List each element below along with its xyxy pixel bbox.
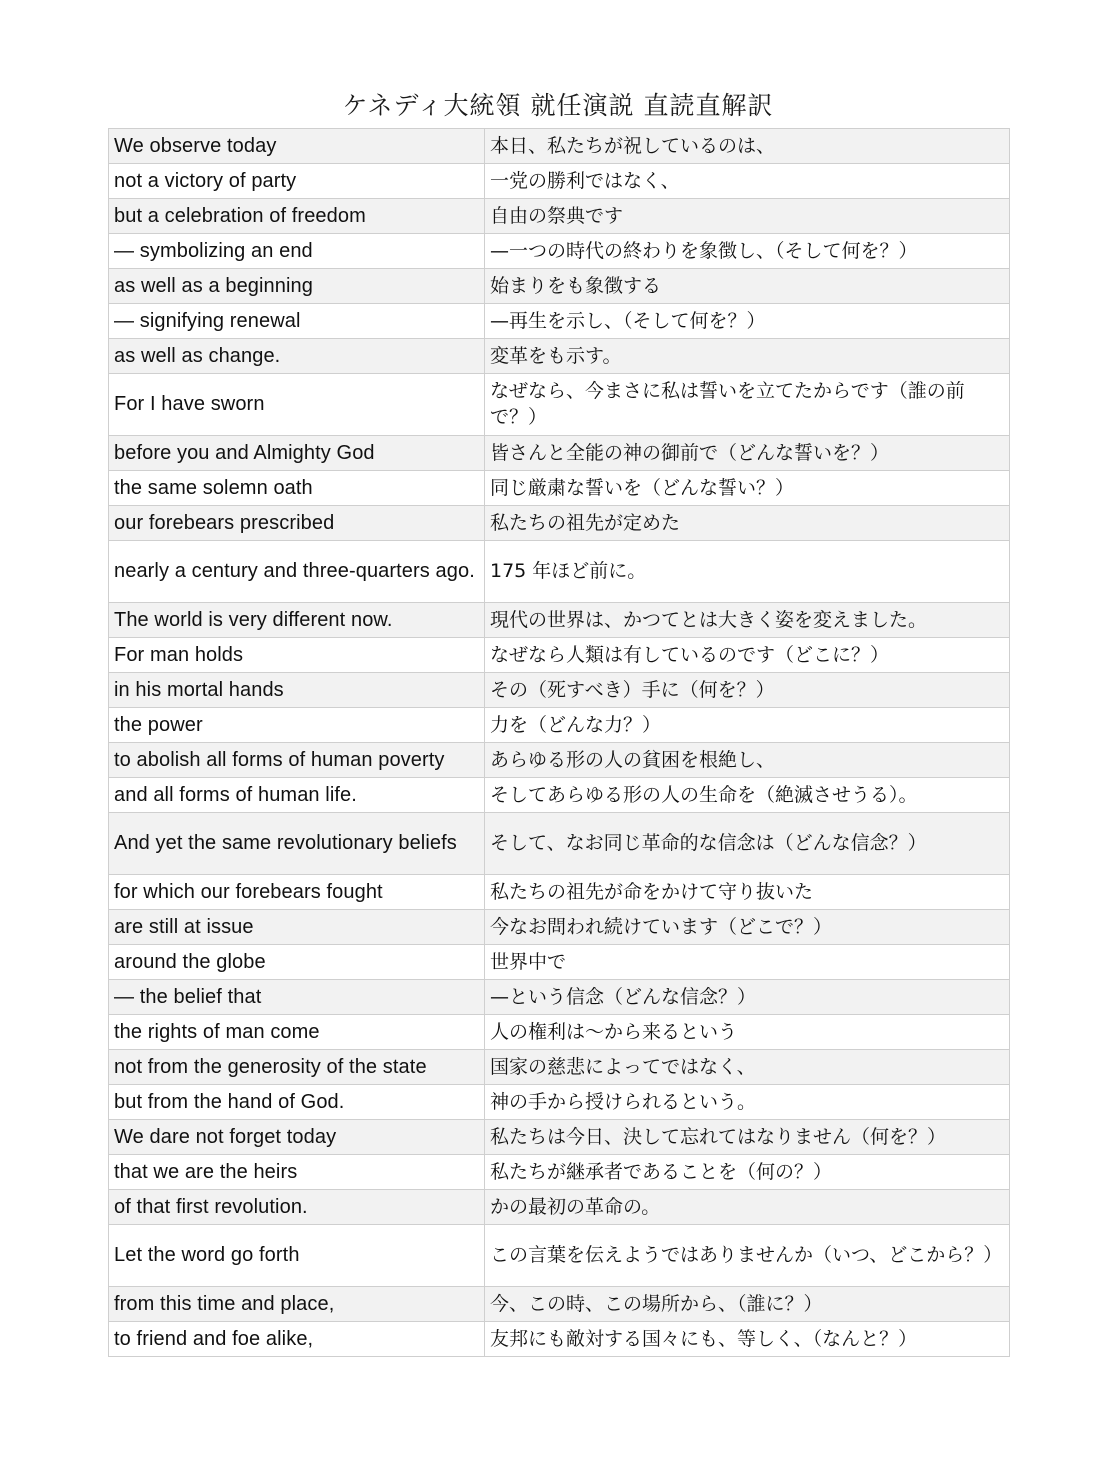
- japanese-cell: 175 年ほど前に。: [485, 541, 1010, 603]
- table-row: [109, 603, 1010, 638]
- table-row: [109, 269, 1010, 304]
- table-row: [109, 234, 1010, 269]
- japanese-cell: その（死すべき）手に（何を？）: [485, 673, 1010, 708]
- japanese-cell: 一党の勝利ではなく、: [485, 164, 1010, 199]
- english-cell: We observe today: [109, 129, 485, 164]
- japanese-cell: 友邦にも敵対する国々にも、等しく、（なんと？）: [485, 1322, 1010, 1357]
- english-cell: as well as change.: [109, 339, 485, 374]
- japanese-cell: 世界中で: [485, 945, 1010, 980]
- table-row: [109, 436, 1010, 471]
- table-row: [109, 1155, 1010, 1190]
- table-row: [109, 304, 1010, 339]
- table-row: [109, 743, 1010, 778]
- table-row: [109, 1015, 1010, 1050]
- english-cell: For I have sworn: [109, 374, 485, 436]
- english-cell: And yet the same revolutionary beliefs: [109, 813, 485, 875]
- table-row: [109, 910, 1010, 945]
- table-row: [109, 980, 1010, 1015]
- english-cell: around the globe: [109, 945, 485, 980]
- table-row: [109, 708, 1010, 743]
- english-cell: — the belief that: [109, 980, 485, 1015]
- table-row: [109, 673, 1010, 708]
- japanese-cell: かの最初の革命の。: [485, 1190, 1010, 1225]
- japanese-cell: 私たちの祖先が命をかけて守り抜いた: [485, 875, 1010, 910]
- table-row: [109, 945, 1010, 980]
- japanese-cell: 変革をも示す。: [485, 339, 1010, 374]
- table-row: [109, 541, 1010, 603]
- english-cell: but a celebration of freedom: [109, 199, 485, 234]
- table-row: [109, 1190, 1010, 1225]
- english-cell: — signifying renewal: [109, 304, 485, 339]
- english-cell: — symbolizing an end: [109, 234, 485, 269]
- english-cell: For man holds: [109, 638, 485, 673]
- japanese-cell: —一つの時代の終わりを象徴し、（そして何を？）: [485, 234, 1010, 269]
- japanese-cell: 人の権利は〜から来るという: [485, 1015, 1010, 1050]
- english-cell: We dare not forget today: [109, 1120, 485, 1155]
- japanese-cell: 今、この時、この場所から、（誰に？）: [485, 1287, 1010, 1322]
- english-cell: but from the hand of God.: [109, 1085, 485, 1120]
- english-cell: as well as a beginning: [109, 269, 485, 304]
- japanese-cell: 国家の慈悲によってではなく、: [485, 1050, 1010, 1085]
- table-row: [109, 638, 1010, 673]
- japanese-cell: 力を（どんな力？）: [485, 708, 1010, 743]
- japanese-cell: 本日、私たちが祝しているのは、: [485, 129, 1010, 164]
- japanese-cell: —という信念（どんな信念？）: [485, 980, 1010, 1015]
- japanese-cell: 始まりをも象徴する: [485, 269, 1010, 304]
- japanese-cell: あらゆる形の人の貧困を根絶し、: [485, 743, 1010, 778]
- english-cell: The world is very different now.: [109, 603, 485, 638]
- english-cell: not from the generosity of the state: [109, 1050, 485, 1085]
- table-row: [109, 778, 1010, 813]
- page-title: ケネディ大統領 就任演説 直読直解訳: [342, 91, 774, 120]
- japanese-cell: なぜなら、今まさに私は誓いを立てたからです（誰の前で？）: [485, 374, 1010, 436]
- english-cell: in his mortal hands: [109, 673, 485, 708]
- japanese-cell: 皆さんと全能の神の御前で（どんな誓いを？）: [485, 436, 1010, 471]
- table-row: [109, 1050, 1010, 1085]
- english-cell: before you and Almighty God: [109, 436, 485, 471]
- table-row: [109, 374, 1010, 436]
- japanese-cell: 自由の祭典です: [485, 199, 1010, 234]
- table-row: [109, 1322, 1010, 1357]
- english-cell: that we are the heirs: [109, 1155, 485, 1190]
- japanese-cell: この言葉を伝えようではありませんか（いつ、どこから？）: [485, 1225, 1010, 1287]
- japanese-cell: 私たちの祖先が定めた: [485, 506, 1010, 541]
- english-cell: the rights of man come: [109, 1015, 485, 1050]
- japanese-cell: 神の手から授けられるという。: [485, 1085, 1010, 1120]
- english-cell: to friend and foe alike,: [109, 1322, 485, 1357]
- table-row: [109, 875, 1010, 910]
- table-row: [109, 339, 1010, 374]
- japanese-cell: そして、なお同じ革命的な信念は（どんな信念？）: [485, 813, 1010, 875]
- english-cell: the same solemn oath: [109, 471, 485, 506]
- table-row: [109, 506, 1010, 541]
- table-row: [109, 813, 1010, 875]
- table-row: [109, 1287, 1010, 1322]
- japanese-cell: 今なお問われ続けています（どこで？）: [485, 910, 1010, 945]
- japanese-cell: 私たちが継承者であることを（何の？）: [485, 1155, 1010, 1190]
- english-cell: are still at issue: [109, 910, 485, 945]
- table-row: [109, 199, 1010, 234]
- japanese-cell: なぜなら人類は有しているのです（どこに？）: [485, 638, 1010, 673]
- english-cell: to abolish all forms of human poverty: [109, 743, 485, 778]
- table-row: [109, 471, 1010, 506]
- table-row: [109, 164, 1010, 199]
- english-cell: from this time and place,: [109, 1287, 485, 1322]
- japanese-cell: —再生を示し、（そして何を？）: [485, 304, 1010, 339]
- table-row: [109, 1225, 1010, 1287]
- english-cell: the power: [109, 708, 485, 743]
- english-cell: not a victory of party: [109, 164, 485, 199]
- table-row: [109, 1085, 1010, 1120]
- english-cell: nearly a century and three-quarters ago.: [109, 541, 485, 603]
- english-cell: of that first revolution.: [109, 1190, 485, 1225]
- table-row: [109, 129, 1010, 164]
- table-row: [109, 1120, 1010, 1155]
- english-cell: Let the word go forth: [109, 1225, 485, 1287]
- english-cell: for which our forebears fought: [109, 875, 485, 910]
- japanese-cell: 現代の世界は、かつてとは大きく姿を変えました。: [485, 603, 1010, 638]
- english-cell: and all forms of human life.: [109, 778, 485, 813]
- japanese-cell: 私たちは今日、決して忘れてはなりません（何を？）: [485, 1120, 1010, 1155]
- japanese-cell: そしてあらゆる形の人の生命を（絶滅させうる）。: [485, 778, 1010, 813]
- japanese-cell: 同じ厳粛な誓いを（どんな誓い？）: [485, 471, 1010, 506]
- english-cell: our forebears prescribed: [109, 506, 485, 541]
- translation-table: [108, 128, 1010, 1357]
